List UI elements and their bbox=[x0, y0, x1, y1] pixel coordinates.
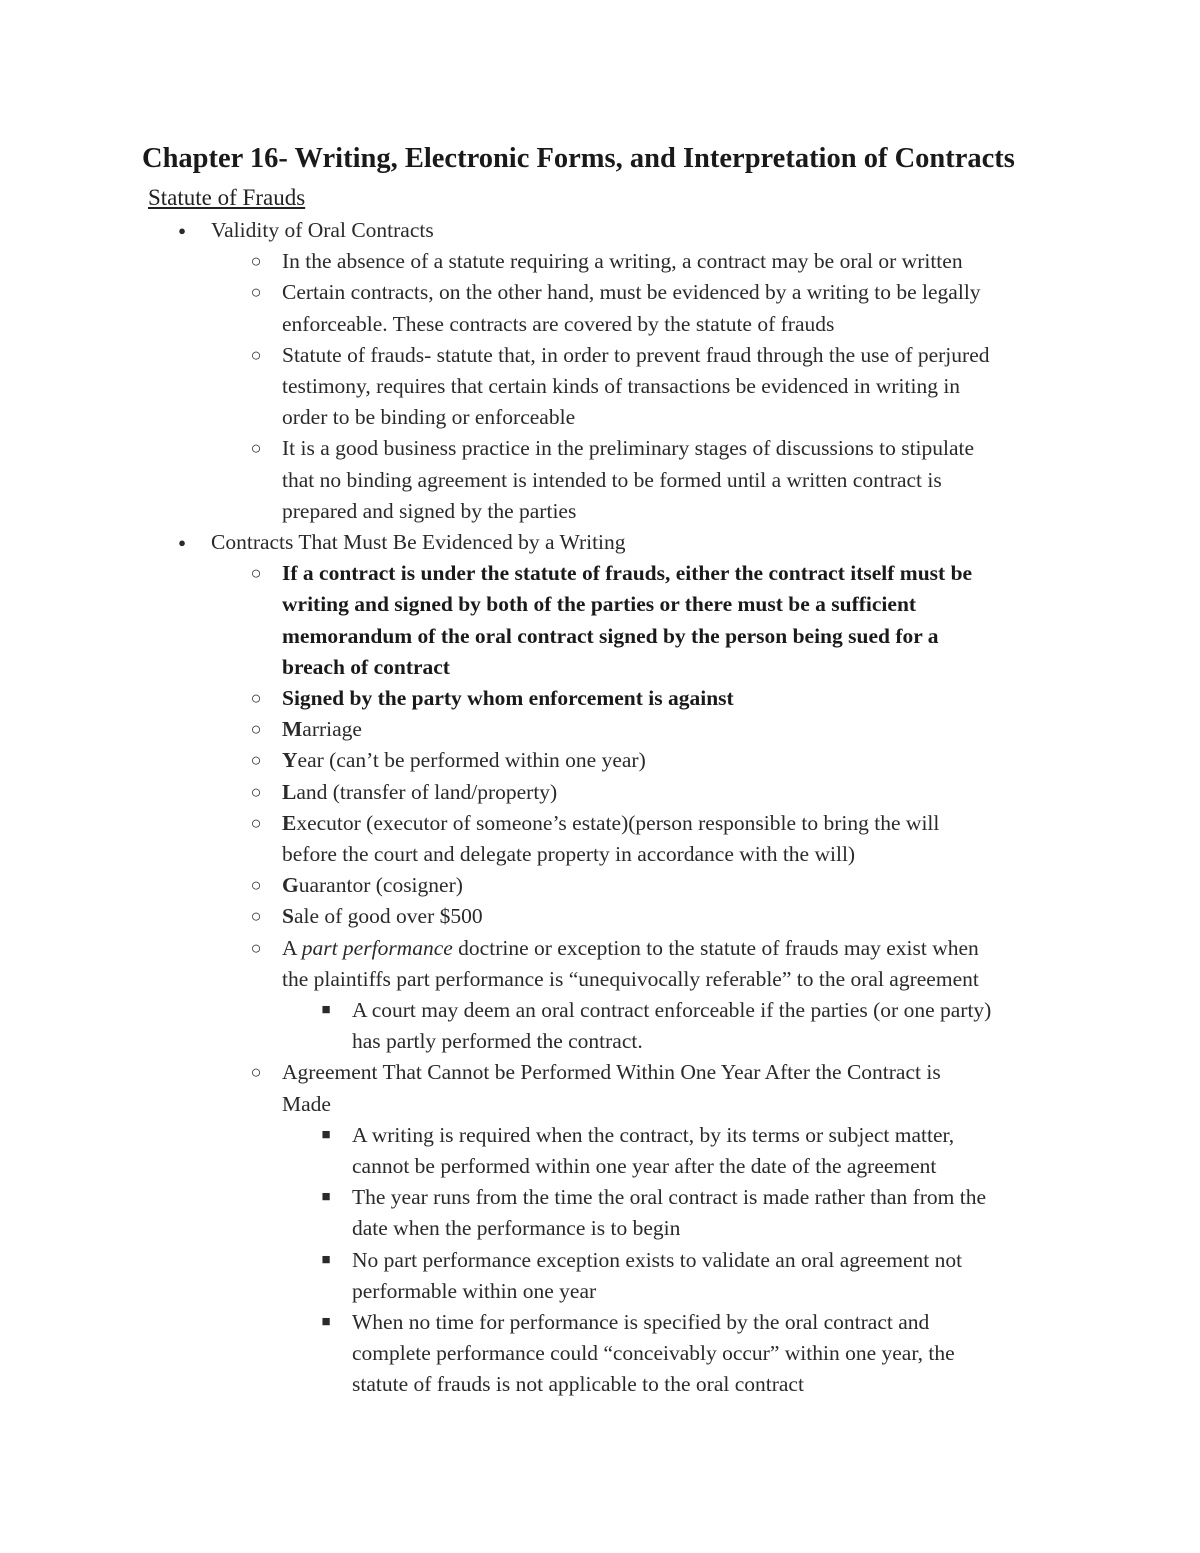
list-item-text bbox=[282, 870, 1072, 901]
text-line bbox=[282, 1057, 1072, 1088]
text-content: that no binding agreement is intended to be formed until a written contract is bbox=[282, 467, 942, 492]
mnemonic-initial: L bbox=[282, 779, 297, 804]
text-content: Agreement That Cannot be Performed Within One Year After the Contract is bbox=[282, 1060, 941, 1085]
text-content: has partly performed the contract. bbox=[352, 1029, 643, 1054]
bullet-level1-icon: ● bbox=[178, 535, 186, 550]
text-line bbox=[211, 527, 991, 558]
list-item bbox=[0, 1182, 1200, 1244]
text-content: ear (can’t be performed within one year) bbox=[297, 748, 646, 773]
page-title: Chapter 16- Writing, Electronic Forms, and Interpretation of Contracts bbox=[142, 143, 1015, 174]
text-line bbox=[352, 1120, 1072, 1151]
bullet-level3-icon: ■ bbox=[321, 1189, 331, 1206]
text-line bbox=[352, 1151, 1072, 1182]
list-item-text bbox=[211, 215, 991, 246]
mnemonic-initial: M bbox=[282, 717, 303, 742]
text-line bbox=[282, 745, 1072, 776]
text-content: breach of contract bbox=[282, 654, 450, 679]
list-item bbox=[0, 1120, 1200, 1182]
list-item-text bbox=[282, 933, 1072, 995]
bullet-level2-icon: ○ bbox=[250, 688, 262, 708]
text-line bbox=[282, 901, 1072, 932]
text-line bbox=[282, 465, 1072, 496]
text-content: uarantor (cosigner) bbox=[298, 873, 463, 898]
bullet-level2-icon: ○ bbox=[250, 344, 262, 365]
text-content: writing and signed by both of the parties or there must be a sufficient bbox=[282, 592, 917, 617]
list-item bbox=[0, 433, 1200, 527]
bullet-level1-icon: ● bbox=[178, 223, 186, 238]
bullet-level2-icon: ○ bbox=[250, 906, 262, 927]
text-line bbox=[352, 1245, 1072, 1276]
text-line bbox=[352, 1307, 1072, 1338]
bullet-level2-icon: ○ bbox=[250, 937, 262, 958]
bullet-level3-icon: ■ bbox=[321, 1002, 331, 1018]
text-content: testimony, requires that certain kinds of transactions be evidenced in writing in bbox=[282, 374, 961, 398]
text-content: statute of frauds is not applicable to the oral contract bbox=[352, 1372, 804, 1397]
text-prefix: A bbox=[282, 935, 302, 960]
italic-term: part performance bbox=[301, 935, 453, 960]
text-content: In the absence of a statute requiring a writing, a contract may be oral or written bbox=[282, 249, 963, 274]
list-item bbox=[0, 1245, 1200, 1307]
text-content: prepared and signed by the parties bbox=[282, 498, 577, 523]
list-item bbox=[0, 246, 1200, 277]
list-item-text bbox=[282, 340, 1072, 434]
text-line bbox=[282, 621, 1072, 652]
text-content: Made bbox=[282, 1091, 331, 1116]
bullet-level3-icon: ■ bbox=[321, 1126, 331, 1143]
bullet-level2-icon: ○ bbox=[250, 438, 262, 459]
bullet-level3-icon: ■ bbox=[321, 1251, 331, 1268]
bullet-level2-icon: ○ bbox=[250, 1062, 262, 1083]
text-content: If a contract is under the statute of frauds, either the contract itself must be bbox=[282, 561, 973, 586]
bullet-level2-icon: ○ bbox=[250, 251, 262, 272]
text-content: before the court and delegate property in accordance with the will) bbox=[282, 842, 856, 866]
text-line bbox=[352, 1182, 1072, 1213]
text-content: the plaintiffs part performance is “unequivocally referable” to the oral agreement bbox=[282, 966, 979, 991]
list-item-text bbox=[282, 246, 1072, 277]
list-item-text bbox=[352, 1120, 1072, 1182]
list-item bbox=[0, 870, 1200, 901]
list-item-text bbox=[352, 1307, 1072, 1401]
text-line bbox=[282, 433, 1072, 464]
text-line bbox=[282, 402, 1072, 433]
text-content: and (transfer of land/property) bbox=[296, 779, 558, 804]
list-item-text bbox=[282, 277, 1072, 339]
text-line bbox=[282, 870, 1072, 901]
list-item bbox=[0, 558, 1200, 683]
text-line bbox=[282, 277, 1072, 308]
section-heading: Statute of Frauds bbox=[148, 185, 306, 210]
bullet-level3-icon: ■ bbox=[321, 1314, 331, 1330]
text-line bbox=[282, 340, 1072, 371]
list-item-text bbox=[282, 745, 1072, 776]
text-line bbox=[282, 309, 1072, 340]
mnemonic-initial: S bbox=[282, 904, 294, 929]
text-line bbox=[352, 1369, 1072, 1400]
text-content: complete performance could “conceivably occur” within one year, the bbox=[352, 1341, 955, 1366]
text-content: performable within one year bbox=[352, 1278, 597, 1303]
list-item bbox=[0, 933, 1200, 995]
text-content: arriage bbox=[302, 717, 362, 742]
text-content: order to be binding or enforceable bbox=[282, 405, 576, 430]
text-line bbox=[282, 933, 1072, 964]
text-line bbox=[352, 995, 1072, 1026]
bullet-level2-icon: ○ bbox=[250, 875, 262, 896]
list-item-text bbox=[282, 901, 1072, 932]
text-line bbox=[352, 1338, 1072, 1369]
text-line bbox=[282, 839, 1072, 870]
list-item-text bbox=[352, 1182, 1072, 1244]
list-item bbox=[0, 277, 1200, 339]
text-content: xecutor (executor of someone’s estate)(person responsible to bring the will bbox=[296, 810, 940, 835]
bullet-level2-icon: ○ bbox=[250, 719, 262, 740]
text-line bbox=[282, 777, 1072, 808]
list-item bbox=[0, 901, 1200, 932]
list-item-text bbox=[282, 808, 1072, 870]
text-line bbox=[282, 714, 1072, 745]
bullet-level2-icon: ○ bbox=[250, 781, 262, 802]
list-item bbox=[0, 745, 1200, 776]
list-item bbox=[0, 683, 1200, 714]
list-item bbox=[0, 808, 1200, 870]
list-item-text bbox=[352, 1245, 1072, 1307]
text-line bbox=[282, 964, 1072, 995]
list-item-text bbox=[282, 433, 1072, 527]
text-content: Contracts That Must Be Evidenced by a Writing bbox=[211, 530, 626, 554]
list-item-text bbox=[211, 527, 991, 558]
text-content: ale of good over $500 bbox=[293, 904, 483, 929]
bullet-level2-icon: ○ bbox=[250, 563, 262, 584]
list-item bbox=[0, 527, 1200, 558]
text-content: Certain contracts, on the other hand, must be evidenced by a writing to be legally bbox=[282, 280, 981, 305]
text-line bbox=[352, 1026, 1072, 1057]
list-item-text bbox=[282, 683, 1072, 714]
list-item-text bbox=[282, 714, 1072, 745]
text-content: Statute of frauds- statute that, in order to prevent fraud through the use of perjured bbox=[282, 342, 990, 367]
list-item bbox=[0, 1307, 1200, 1401]
text-line bbox=[282, 246, 1072, 277]
bullet-level2-icon: ○ bbox=[250, 282, 262, 303]
text-line bbox=[352, 1276, 1072, 1307]
text-line bbox=[282, 589, 1072, 620]
text-content: No part performance exception exists to validate an oral agreement not bbox=[352, 1247, 963, 1272]
text-line bbox=[282, 683, 1072, 714]
text-line bbox=[282, 808, 1072, 839]
text-line bbox=[211, 215, 991, 246]
list-item bbox=[0, 1057, 1200, 1119]
text-line bbox=[352, 1213, 1072, 1244]
text-line bbox=[282, 496, 1072, 527]
text-content: doctrine or exception to the statute of frauds may exist when bbox=[452, 935, 979, 960]
text-content: The year runs from the time the oral contract is made rather than from the bbox=[352, 1185, 986, 1210]
list-item-text bbox=[282, 558, 1072, 683]
list-item bbox=[0, 215, 1200, 246]
text-line bbox=[282, 371, 1072, 402]
text-content: Validity of Oral Contracts bbox=[211, 218, 434, 242]
text-line bbox=[282, 652, 1072, 683]
text-content: A writing is required when the contract, by its terms or subject matter, bbox=[352, 1122, 955, 1147]
list-item bbox=[0, 714, 1200, 745]
mnemonic-initial: Y bbox=[282, 748, 298, 773]
text-line bbox=[282, 1089, 1072, 1120]
text-content: Signed by the party whom enforcement is against bbox=[282, 686, 734, 710]
list-item bbox=[0, 995, 1200, 1057]
text-content: memorandum of the oral contract signed by the person being sued for a bbox=[282, 623, 939, 648]
mnemonic-initial: E bbox=[282, 810, 297, 835]
list-item-text bbox=[352, 995, 1072, 1057]
text-content: When no time for performance is specified by the oral contract and bbox=[352, 1310, 930, 1334]
bullet-level2-icon: ○ bbox=[250, 812, 262, 833]
text-content: date when the performance is to begin bbox=[352, 1216, 681, 1241]
bullet-level2-icon: ○ bbox=[250, 750, 262, 771]
list-item bbox=[0, 340, 1200, 434]
text-content: enforceable. These contracts are covered by the statute of frauds bbox=[282, 311, 835, 336]
text-content: cannot be performed within one year after the date of the agreement bbox=[352, 1154, 937, 1178]
mnemonic-initial: G bbox=[282, 873, 299, 898]
text-line bbox=[282, 558, 1072, 589]
text-content: A court may deem an oral contract enforceable if the parties (or one party) bbox=[352, 998, 992, 1022]
list-item-text bbox=[282, 1057, 1072, 1119]
list-item bbox=[0, 777, 1200, 808]
list-item-text bbox=[282, 777, 1072, 808]
text-content: It is a good business practice in the preliminary stages of discussions to stipulate bbox=[282, 436, 975, 461]
